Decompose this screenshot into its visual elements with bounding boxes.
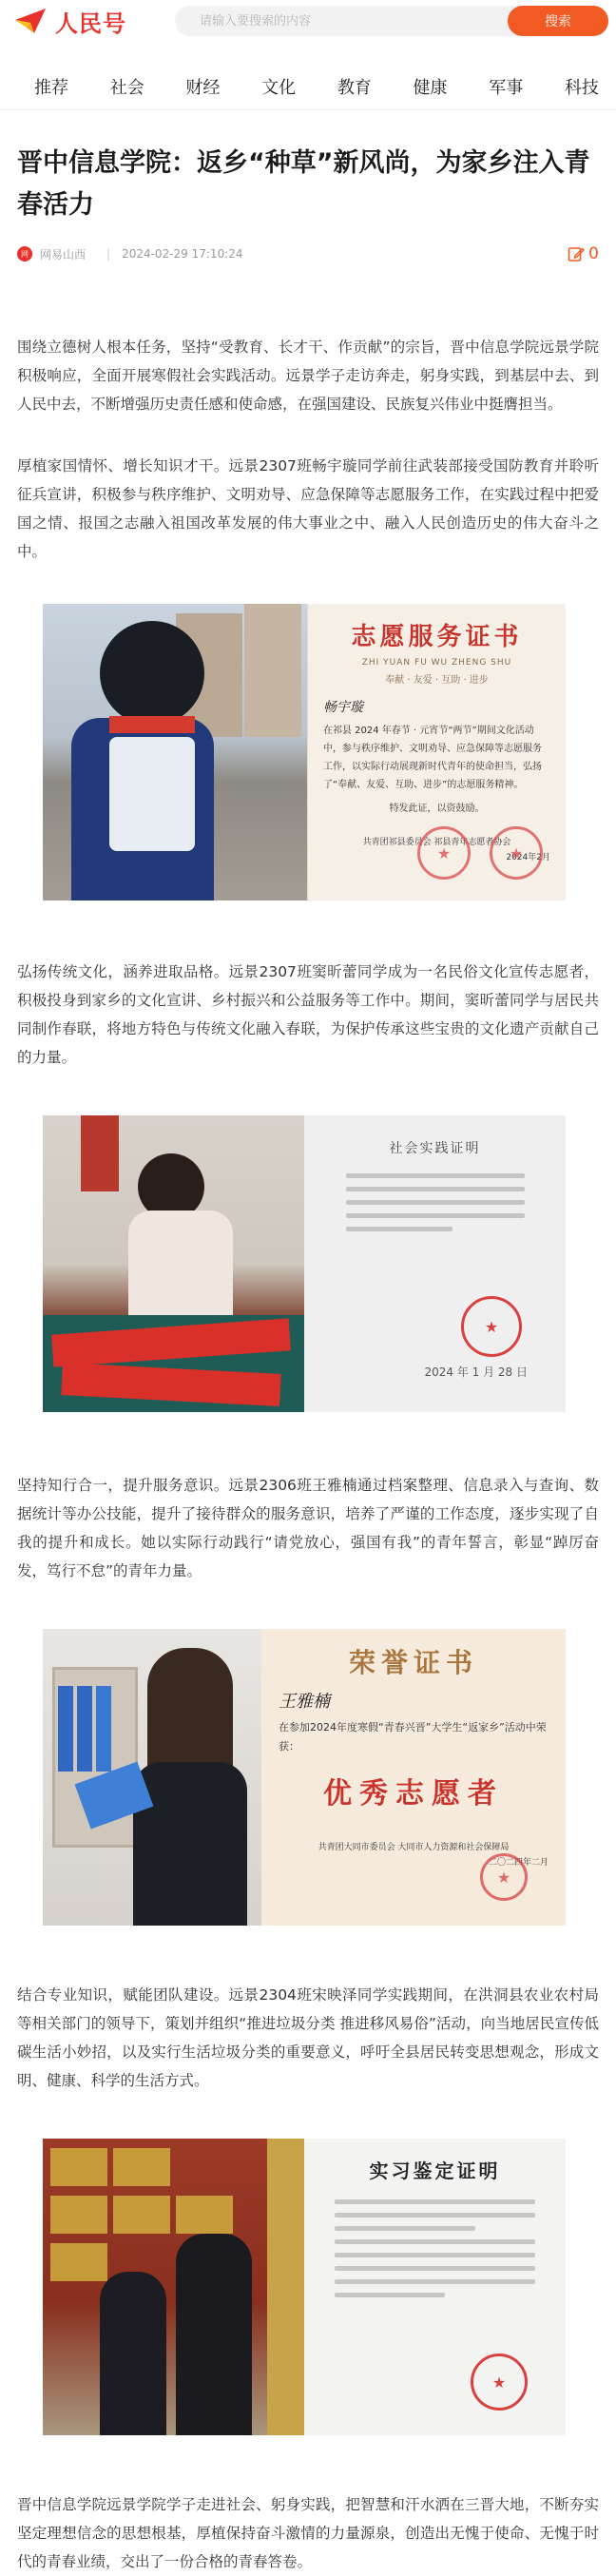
red-seal-icon (461, 1296, 522, 1357)
nav-item-health[interactable]: 健康 (413, 77, 448, 98)
logo[interactable] (13, 5, 175, 38)
search-input[interactable] (175, 6, 508, 36)
nav-item-culture[interactable]: 文化 (261, 77, 297, 98)
internship-certificate-title: 实习鉴定证明 (369, 2160, 501, 2182)
practice-certificate-date: 2024 年 1 月 28 日 (424, 1365, 528, 1379)
search-box (175, 6, 608, 36)
logo-icon (13, 7, 51, 35)
practice-certificate-document (304, 1115, 566, 1412)
couplet-writing-photo (43, 1115, 304, 1412)
red-seal-icon (471, 2353, 528, 2411)
red-seal-icon (480, 1853, 528, 1901)
nav-item-military[interactable]: 军事 (489, 77, 524, 98)
document-text-lines (335, 2191, 536, 2306)
nav-item-finance[interactable]: 财经 (185, 77, 221, 98)
honor-certificate-body: 在参加2024年度寒假“青春兴晋”大学生“返家乡”活动中荣获： (279, 1721, 547, 1753)
nav-item-education[interactable]: 教育 (337, 77, 372, 98)
paragraph-2: 厚植家国情怀、增长知识才干。远景2307班畅宇璇同学前往武装部接受国防教育并聆听征兵宣讲，积极参与秩序维护、文明劝导、应急保障等志愿服务工作，在实践过程中把爱国之情、报国之志融入祖国改革发展的伟大事业之中、融入人民创造历史的伟大奋斗之中。 (17, 457, 599, 560)
certificate-issuer: 共青团祁县委员会 祁县青年志愿者协会 (362, 838, 511, 847)
practice-certificate-title: 社会实践证明 (389, 1141, 481, 1156)
article (0, 143, 616, 2576)
certificate-body: 在祁县 2024 年春节 · 元宵节“两节”期间文化活动中，参与秩序维护、文明劝导、应急保障等志愿服务工作，以实际行动展现新时代青年的使命担当，弘扬了“奉献、友爱、互助、进步”的志愿服务精神。 (323, 726, 542, 790)
paragraph-1: 围绕立德树人根本任务，坚持“受教育、长才干、作贡献”的宗旨，晋中信息学院远景学院积极响应，全面开展寒假社会实践活动。远景学子走访奔走，躬身实践，到基层中去、到人民中去，不断增强历史责任感和使命感，在强国建设、民族复兴伟业中挺膺担当。 (17, 339, 599, 413)
article-image-1[interactable] (43, 604, 566, 901)
honor-certificate-title: 荣誉证书 (348, 1647, 478, 1678)
certificate-document (307, 604, 566, 901)
article-image-2[interactable] (43, 1115, 566, 1412)
nav-item-tech[interactable]: 科技 (564, 77, 599, 98)
comment-edit-icon (568, 245, 585, 262)
meta-separator: | (106, 247, 111, 261)
article-title: 晋中信息学院：返乡“种草”新风尚，为家乡注入青春活力 (17, 148, 590, 220)
certificate-title: 志愿服务证书 (351, 623, 523, 651)
honor-certificate-issuer: 共青团大同市委员会 大同市人力资源和社会保障局 (318, 1843, 510, 1852)
logo-text: 人民号 (55, 10, 126, 37)
paragraph-6: 晋中信息学院远景学院学子走进社会、躬身实践，把智慧和汗水洒在三晋大地，不断夯实坚定理想信念的思想根基，厚植保持奋斗激情的力量源泉，创造出无愧于使命、无愧于时代的青春业绩，交出了一份合格的青春答卷。 (17, 2496, 599, 2570)
certificate-date: 2024年2月 (506, 853, 550, 862)
red-seal-icon (490, 826, 543, 880)
honor-certificate-recipient: 王雅楠 (279, 1692, 330, 1712)
honor-wall-photo (43, 2139, 304, 2435)
comment-count: 0 (588, 244, 599, 263)
article-source[interactable]: 网易山西 (40, 247, 87, 261)
red-seal-icon (417, 826, 471, 880)
channel-nav (0, 63, 616, 110)
article-meta (17, 243, 599, 264)
honor-certificate-date: 二〇二四年二月 (488, 1858, 549, 1868)
certificate-recipient: 畅宇璇 (323, 700, 363, 715)
document-text-lines (346, 1165, 525, 1240)
comment-button[interactable] (568, 244, 599, 263)
paragraph-4: 坚持知行合一，提升服务意识。远景2306班王雅楠通过档案整理、信息录入与查询、数据统计等办公技能，提升了接待群众的服务意识，培养了严谨的工作态度，逐步实现了自我的提升和成长。她以实际行动践行“请党放心，强国有我”的青年誓言，彰显“踔厉奋发，笃行不怠”的青年力量。 (17, 1477, 599, 1579)
certificate-closing: 特发此证，以资鼓励。 (389, 804, 485, 814)
internship-certificate-document (304, 2139, 566, 2435)
article-image-3[interactable] (43, 1629, 566, 1926)
honor-certificate-award: 优秀志愿者 (323, 1777, 504, 1811)
certificate-subtitle: ZHI YUAN FU WU ZHENG SHU (361, 658, 512, 668)
certificate-motto: 奉献 · 友爱 · 互助 · 进步 (385, 675, 489, 686)
article-image-4[interactable] (43, 2139, 566, 2435)
paragraph-5: 结合专业知识，赋能团队建设。远景2304班宋映泽同学实践期间，在洪洞县农业农村局等相关部门的领导下，策划并组织“推进垃圾分类 推进移风易俗”活动，向当地居民宣传低碳生活小妙招，以及实行生活垃圾分类的重要意义，呼吁全县居民转变思想观念，形成文明、健康、科学的生活方式。 (17, 1986, 599, 2089)
article-datetime: 2024-02-29 17:10:24 (122, 247, 243, 261)
nav-item-recommend[interactable]: 推荐 (34, 77, 68, 98)
nav-item-society[interactable]: 社会 (109, 77, 144, 98)
volunteer-photo (43, 604, 307, 901)
honor-certificate-document (261, 1629, 566, 1926)
source-avatar-icon: 网 (17, 246, 32, 261)
office-work-photo (43, 1629, 261, 1926)
top-bar (0, 0, 616, 42)
paragraph-3: 弘扬传统文化，涵养进取品格。远景2307班窦昕蕾同学成为一名民俗文化宣传志愿者，积极投身到家乡的文化宣讲、乡村振兴和公益服务等工作中。期间，窦昕蕾同学与居民共同制作春联，将地方特色与传统文化融入春联，为保护传承这些宝贵的文化遗产贡献自己的力量。 (17, 963, 599, 1066)
search-button[interactable]: 搜索 (508, 6, 608, 36)
